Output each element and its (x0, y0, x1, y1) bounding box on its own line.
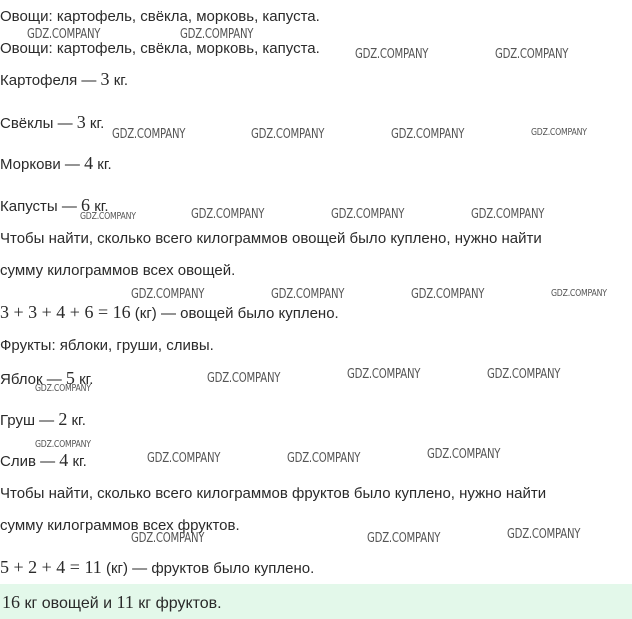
vegetables-sum-expression: 3 + 3 + 4 + 6 = 16 (0, 302, 131, 322)
answer-text-1: кг овощей и (20, 595, 117, 612)
watermark: GDZ.COMPANY (131, 287, 205, 302)
watermark: GDZ.COMPANY (180, 27, 254, 42)
carrot-label: Моркови — (0, 156, 85, 173)
pears-unit: кг. (67, 412, 86, 429)
watermark: GDZ.COMPANY (35, 439, 91, 450)
carrot-value: 4 (84, 153, 94, 173)
watermark: GDZ.COMPANY (27, 27, 101, 42)
watermark: GDZ.COMPANY (35, 383, 91, 394)
potato-unit: кг. (109, 72, 129, 89)
cabbage-unit: кг. (90, 198, 109, 215)
vegetables-explanation-line-1: Чтобы найти, сколько всего килограммов овощей было куплено, нужно найти (0, 230, 542, 247)
potato-value: 3 (100, 69, 110, 89)
pears-amount-line (0, 410, 86, 430)
beet-unit: кг. (85, 115, 105, 132)
potato-label: Картофеля — (0, 72, 101, 89)
watermark: GDZ.COMPANY (80, 211, 136, 222)
watermark: GDZ.COMPANY (112, 127, 186, 142)
beet-label: Свёклы — (0, 115, 77, 132)
watermark: GDZ.COMPANY (271, 287, 345, 302)
watermark: GDZ.COMPANY (367, 531, 441, 546)
watermark: GDZ.COMPANY (487, 367, 561, 382)
pears-label: Груш — (0, 412, 59, 429)
vegetables-sum-line (0, 303, 339, 323)
watermark: GDZ.COMPANY (251, 127, 325, 142)
watermark: GDZ.COMPANY (131, 531, 205, 546)
watermark: GDZ.COMPANY (347, 367, 421, 382)
cabbage-value: 6 (81, 195, 91, 215)
answer-fruits-total: 11 (116, 592, 134, 612)
beet-amount-line (0, 113, 104, 133)
watermark: GDZ.COMPANY (207, 371, 281, 386)
carrot-unit: кг. (93, 156, 112, 173)
watermark: GDZ.COMPANY (411, 287, 485, 302)
carrot-amount-line (0, 154, 112, 174)
watermark: GDZ.COMPANY (355, 47, 429, 62)
potato-amount-line (0, 70, 128, 90)
fruits-list-line: Фрукты: яблоки, груши, сливы. (0, 337, 214, 354)
fruits-explanation-line-1: Чтобы найти, сколько всего килограммов фруктов было куплено, нужно найти (0, 485, 547, 502)
watermark: GDZ.COMPANY (331, 207, 405, 222)
watermark: GDZ.COMPANY (495, 47, 569, 62)
watermark: GDZ.COMPANY (531, 127, 587, 138)
watermark: GDZ.COMPANY (391, 127, 465, 142)
answer-text-2: кг фруктов. (133, 595, 222, 612)
plums-amount-line (0, 451, 87, 471)
watermark: GDZ.COMPANY (551, 288, 607, 299)
watermark: GDZ.COMPANY (147, 451, 221, 466)
watermark: GDZ.COMPANY (287, 451, 361, 466)
fruits-explanation-line-2: сумму килограммов всех фруктов. (0, 517, 240, 534)
answer-line (2, 592, 222, 614)
plums-unit: кг. (68, 453, 87, 470)
watermark: GDZ.COMPANY (471, 207, 545, 222)
cabbage-label: Капусты — (0, 198, 82, 215)
plums-value: 4 (59, 450, 69, 470)
fruits-sum-text: (кг) — фруктов было куплено. (101, 560, 315, 577)
watermark: GDZ.COMPANY (191, 207, 265, 222)
vegetables-explanation-line-2: сумму килограммов всех овощей. (0, 262, 236, 279)
watermark: GDZ.COMPANY (427, 447, 501, 462)
fruits-sum-line (0, 558, 314, 578)
apples-value: 5 (65, 368, 75, 388)
beet-value: 3 (76, 112, 86, 132)
apples-label: Яблок — (0, 371, 66, 388)
apples-unit: кг. (74, 371, 94, 388)
vegetables-sum-text: (кг) — овощей было куплено. (130, 305, 339, 322)
watermark: GDZ.COMPANY (507, 527, 581, 542)
plums-label: Слив — (0, 453, 60, 470)
fruits-sum-expression: 5 + 2 + 4 = 11 (0, 557, 102, 577)
vegetables-list-line: Овощи: картофель, свёкла, морковь, капуста. (0, 8, 320, 25)
answer-vegetables-total: 16 (2, 592, 20, 612)
vegetables-list-line-repeat: Овощи: картофель, свёкла, морковь, капуста. (0, 40, 320, 57)
pears-value: 2 (58, 409, 68, 429)
